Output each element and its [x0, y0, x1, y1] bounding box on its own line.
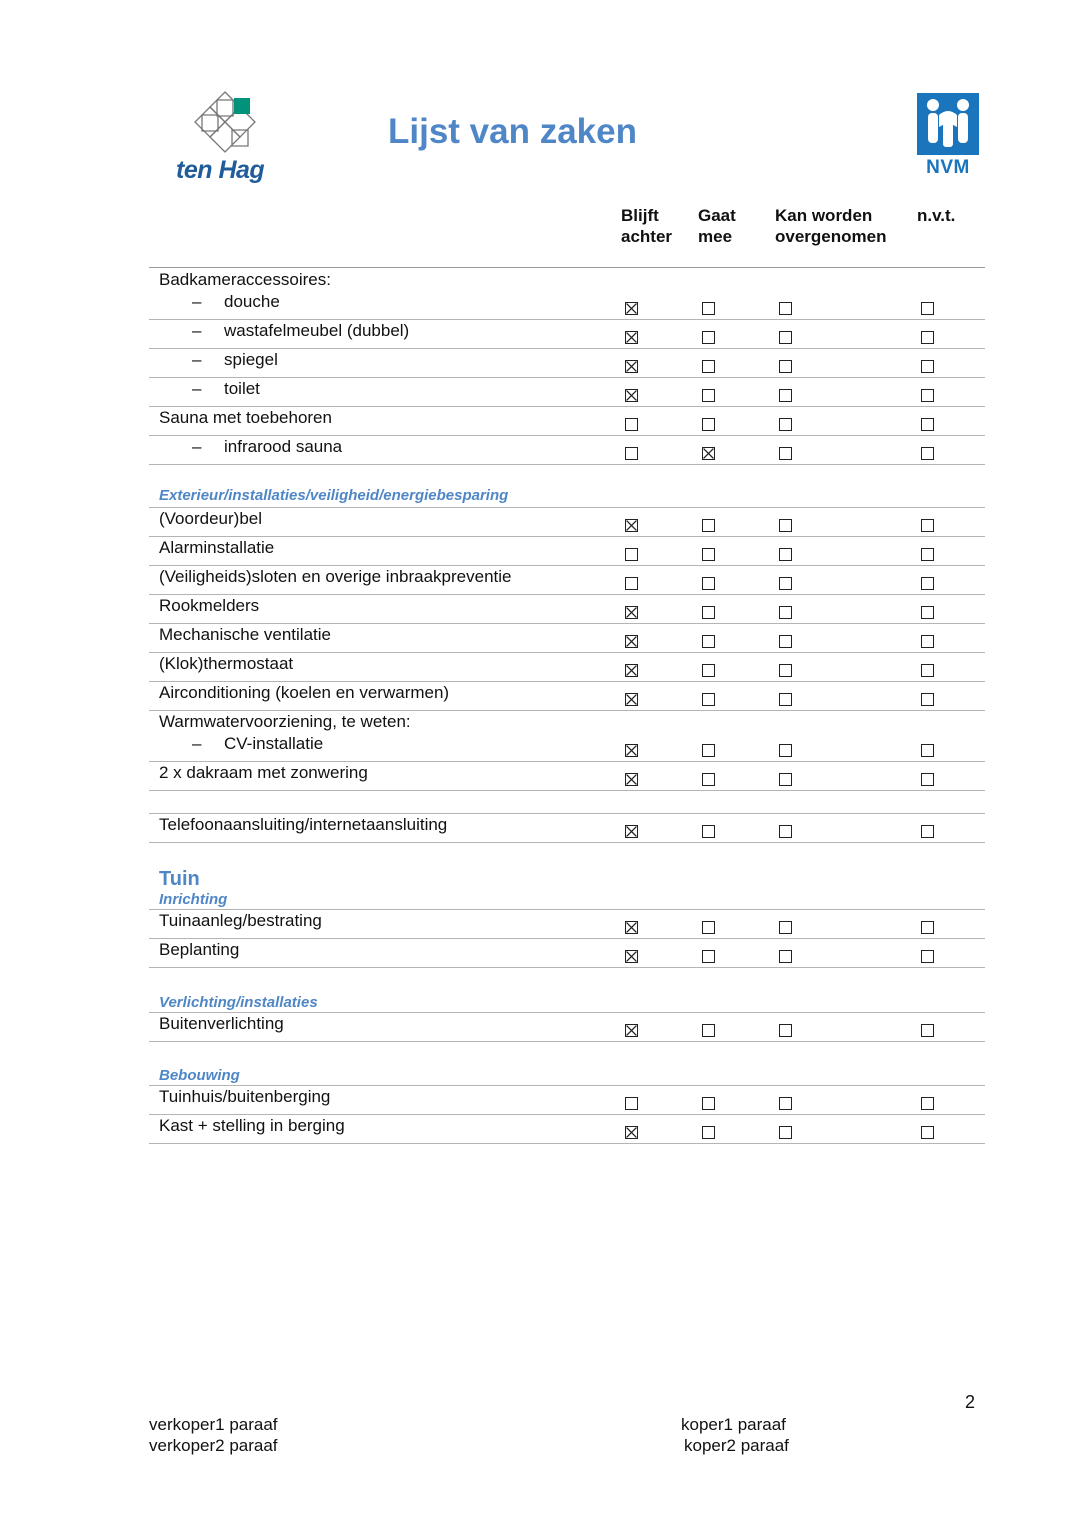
- item-label: Beplanting: [159, 940, 240, 959]
- item-label: Telefoonaansluiting/internetaansluiting: [159, 815, 448, 834]
- seller2-initials: verkoper2 paraaf: [149, 1436, 278, 1455]
- column-header: [775, 205, 886, 247]
- checkbox[interactable]: [779, 577, 792, 590]
- check-x-icon: [626, 774, 637, 785]
- item-label: Rookmelders: [159, 596, 260, 615]
- check-x-icon: [626, 520, 637, 531]
- section-subheading: Verlichting/installaties: [159, 994, 318, 1011]
- checkbox[interactable]: [702, 773, 715, 786]
- table-row: [149, 653, 985, 682]
- checkbox-checked[interactable]: [625, 519, 638, 532]
- table-row: [149, 814, 985, 843]
- checkbox-checked[interactable]: [625, 635, 638, 648]
- checkbox[interactable]: [921, 418, 934, 431]
- checkbox[interactable]: [702, 1024, 715, 1037]
- column-header: [917, 205, 955, 226]
- item-label: spiegel: [224, 350, 278, 369]
- item-label: (Veiligheids)sloten en overige inbraakpreventie: [159, 567, 512, 586]
- checkbox[interactable]: [779, 548, 792, 561]
- checkbox[interactable]: [779, 389, 792, 402]
- check-x-icon: [626, 951, 637, 962]
- checkbox[interactable]: [702, 635, 715, 648]
- checkbox[interactable]: [625, 548, 638, 561]
- checkbox[interactable]: [702, 389, 715, 402]
- checkbox[interactable]: [625, 418, 638, 431]
- column-header-line: overgenomen: [775, 227, 887, 246]
- item-label: douche: [224, 292, 280, 311]
- table-row: [149, 711, 985, 732]
- checkbox[interactable]: [921, 519, 934, 532]
- checkbox-checked[interactable]: [702, 447, 715, 460]
- checkbox[interactable]: [702, 302, 715, 315]
- column-header-line: achter: [621, 227, 673, 246]
- checkbox[interactable]: [702, 519, 715, 532]
- checkbox[interactable]: [779, 360, 792, 373]
- checkbox[interactable]: [779, 825, 792, 838]
- page-number: 2: [965, 1392, 976, 1412]
- check-x-icon: [626, 1025, 637, 1036]
- item-label: Mechanische ventilatie: [159, 625, 331, 644]
- check-x-icon: [626, 636, 637, 647]
- table-row: [149, 320, 985, 349]
- nvm-logo: [917, 93, 979, 179]
- checkbox[interactable]: [779, 331, 792, 344]
- checkbox[interactable]: [779, 302, 792, 315]
- checkbox[interactable]: [702, 744, 715, 757]
- checkbox[interactable]: [702, 548, 715, 561]
- checkbox[interactable]: [702, 418, 715, 431]
- table-row: [149, 1115, 985, 1144]
- checkbox[interactable]: [702, 1097, 715, 1110]
- item-label: CV-installatie: [224, 734, 324, 753]
- checkbox[interactable]: [625, 447, 638, 460]
- buyer2-initials: koper2 paraaf: [684, 1436, 789, 1455]
- column-header-line: mee: [698, 227, 733, 246]
- check-x-icon: [626, 745, 637, 756]
- item-label: Warmwatervoorziening, te weten:: [159, 712, 411, 731]
- indent-dash: –: [192, 734, 202, 753]
- item-label: infrarood sauna: [224, 437, 343, 456]
- ten-hag-emblem-icon: [190, 88, 260, 158]
- checkbox[interactable]: [921, 635, 934, 648]
- checkbox[interactable]: [625, 1097, 638, 1110]
- checkbox[interactable]: [702, 1126, 715, 1139]
- check-x-icon: [626, 826, 637, 837]
- checkbox[interactable]: [921, 825, 934, 838]
- checkbox[interactable]: [779, 921, 792, 934]
- table-row: [149, 269, 985, 290]
- item-label: 2 x dakraam met zonwering: [159, 763, 368, 782]
- table-row: [149, 910, 985, 939]
- check-x-icon: [626, 694, 637, 705]
- table-row: [149, 378, 985, 407]
- checkbox-checked[interactable]: [625, 664, 638, 677]
- checkbox-checked[interactable]: [625, 389, 638, 402]
- checkbox[interactable]: [779, 664, 792, 677]
- column-header: [698, 205, 736, 247]
- checkbox-checked[interactable]: [625, 950, 638, 963]
- item-label: (Voordeur)bel: [159, 509, 263, 528]
- column-header-line: n.v.t.: [917, 206, 956, 225]
- check-x-icon: [626, 1127, 637, 1138]
- checkbox[interactable]: [702, 360, 715, 373]
- nvm-brand: NVM: [926, 157, 970, 178]
- checkbox[interactable]: [779, 744, 792, 757]
- checkbox[interactable]: [702, 577, 715, 590]
- check-x-icon: [626, 303, 637, 314]
- checkbox-checked[interactable]: [625, 1126, 638, 1139]
- checkbox[interactable]: [779, 1126, 792, 1139]
- item-label: Airconditioning (koelen en verwarmen): [159, 683, 450, 702]
- checkbox[interactable]: [779, 606, 792, 619]
- section-subheading: Inrichting: [159, 891, 228, 908]
- checkbox-checked[interactable]: [625, 606, 638, 619]
- checkbox[interactable]: [921, 331, 934, 344]
- indent-dash: –: [192, 292, 202, 311]
- checkbox-checked[interactable]: [625, 302, 638, 315]
- checkbox[interactable]: [921, 921, 934, 934]
- table-row: [149, 436, 985, 465]
- ten-hag-brand: ten Hag: [176, 156, 265, 184]
- indent-dash: –: [192, 350, 202, 369]
- item-label: (Klok)thermostaat: [159, 654, 294, 673]
- table-row: [149, 682, 985, 711]
- checkbox[interactable]: [921, 360, 934, 373]
- check-x-icon: [703, 448, 714, 459]
- checkbox-checked[interactable]: [625, 773, 638, 786]
- check-x-icon: [626, 332, 637, 343]
- table-row: [149, 762, 985, 791]
- checkbox[interactable]: [921, 1097, 934, 1110]
- section-heading: Tuin: [159, 868, 200, 890]
- check-x-icon: [626, 665, 637, 676]
- table-row: [149, 624, 985, 653]
- ten-hag-logo: [176, 88, 276, 184]
- checkbox[interactable]: [779, 418, 792, 431]
- seller1-initials: verkoper1 paraaf: [149, 1415, 278, 1434]
- page-title: Lijst van zaken: [388, 112, 637, 151]
- checkbox[interactable]: [702, 664, 715, 677]
- checkbox[interactable]: [921, 664, 934, 677]
- column-header: [621, 205, 672, 247]
- checkbox[interactable]: [702, 825, 715, 838]
- checkbox[interactable]: [779, 635, 792, 648]
- checkbox[interactable]: [779, 1097, 792, 1110]
- checkbox[interactable]: [921, 447, 934, 460]
- item-label: Kast + stelling in berging: [159, 1116, 345, 1135]
- checkbox[interactable]: [779, 950, 792, 963]
- checkbox[interactable]: [921, 950, 934, 963]
- checkbox[interactable]: [702, 331, 715, 344]
- item-label: Tuinaanleg/bestrating: [159, 911, 322, 930]
- item-label: Tuinhuis/buitenberging: [159, 1087, 331, 1106]
- checkbox[interactable]: [921, 302, 934, 315]
- table-row: [149, 537, 985, 566]
- checkbox[interactable]: [779, 773, 792, 786]
- checkbox-checked[interactable]: [625, 360, 638, 373]
- item-label: Badkameraccessoires:: [159, 270, 331, 289]
- checkbox-checked[interactable]: [625, 693, 638, 706]
- table-row: [149, 349, 985, 378]
- table-row: [149, 733, 985, 762]
- checkbox[interactable]: [921, 606, 934, 619]
- indent-dash: –: [192, 437, 202, 456]
- section-subheading: Bebouwing: [159, 1067, 240, 1084]
- item-label: Sauna met toebehoren: [159, 408, 332, 427]
- checkbox[interactable]: [779, 519, 792, 532]
- checkbox[interactable]: [921, 773, 934, 786]
- table-row: [149, 1086, 985, 1115]
- checkbox[interactable]: [921, 577, 934, 590]
- checkbox[interactable]: [921, 1024, 934, 1037]
- table-row: [149, 566, 985, 595]
- checkbox[interactable]: [702, 921, 715, 934]
- section-subheading: Exterieur/installaties/veiligheid/energiebesparing: [159, 487, 509, 504]
- table-row: [149, 291, 985, 320]
- checkbox-checked[interactable]: [625, 331, 638, 344]
- checkbox[interactable]: [921, 744, 934, 757]
- item-label: Buitenverlichting: [159, 1014, 284, 1033]
- column-header-line: Kan worden: [775, 206, 873, 225]
- checkbox-checked[interactable]: [625, 1024, 638, 1037]
- checkbox[interactable]: [625, 577, 638, 590]
- checkbox[interactable]: [779, 693, 792, 706]
- header-divider: [149, 267, 985, 268]
- check-x-icon: [626, 922, 637, 933]
- table-row: [149, 508, 985, 537]
- buyer1-initials: koper1 paraaf: [681, 1415, 786, 1434]
- item-label: Alarminstallatie: [159, 538, 275, 557]
- checkbox[interactable]: [702, 950, 715, 963]
- checkbox[interactable]: [921, 693, 934, 706]
- check-x-icon: [626, 390, 637, 401]
- checkbox[interactable]: [921, 389, 934, 402]
- indent-dash: –: [192, 379, 202, 398]
- checkbox-checked[interactable]: [625, 921, 638, 934]
- item-label: wastafelmeubel (dubbel): [224, 321, 410, 340]
- indent-dash: –: [192, 321, 202, 340]
- check-x-icon: [626, 361, 637, 372]
- table-row: [149, 595, 985, 624]
- checkbox-checked[interactable]: [625, 744, 638, 757]
- table-row: [149, 939, 985, 968]
- checkbox[interactable]: [779, 1024, 792, 1037]
- checkbox[interactable]: [921, 1126, 934, 1139]
- checkbox-checked[interactable]: [625, 825, 638, 838]
- checkbox[interactable]: [702, 693, 715, 706]
- table-row: [149, 1013, 985, 1042]
- checkbox[interactable]: [779, 447, 792, 460]
- column-header-line: Gaat: [698, 206, 736, 225]
- item-label: toilet: [224, 379, 260, 398]
- column-header-line: Blijft: [621, 206, 659, 225]
- check-x-icon: [626, 607, 637, 618]
- checkbox[interactable]: [921, 548, 934, 561]
- checkbox[interactable]: [702, 606, 715, 619]
- table-row: [149, 407, 985, 436]
